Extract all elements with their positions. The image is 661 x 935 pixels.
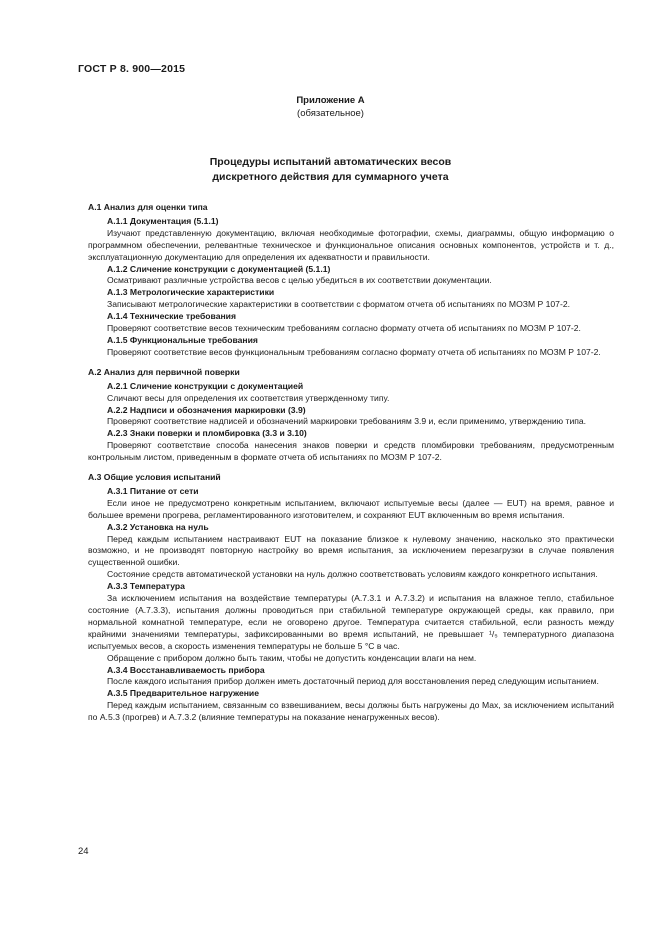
standard-code: ГОСТ Р 8. 900—2015 [78, 63, 186, 75]
subsection-heading: А.3.4 Восстанавливаемость прибора [107, 664, 265, 675]
section-heading: А.1 Анализ для оценки типа [88, 202, 208, 212]
paragraph: Если иное не предусмотрено конкретным испытанием, включают испытуемые весы (далее — EUT) на время, равное и большее времени прогрева, регламентированного изготовителем, и сохраняют EUT включенным во время испытания. [88, 497, 614, 520]
paragraph: За исключением испытания на воздействие температуры (А.7.3.1 и А.7.3.2) и испытания на влажное тепло, стабильное состояние (А.7.3.3), испытания должны проводиться при стабильной температуре окружающей среды, как правило, при нормальной комнатной температуре, если не оговорено другое. Температура считается стабильной, если разность между крайними значениями температуры, зафиксированными во время испытаний, не превышает ¹/₅ температурного диапазона испытуемых весов, а скорость изменения температуры не больше 5 °С в час. [88, 593, 614, 651]
paragraph: Перед каждым испытанием настраивают EUT на показание близкое к нулевому значению, насколько это практически возможно, и не производят повторную настройку во время испытания, за исключением перезагрузки в случае появления существенной ошибки. [88, 533, 614, 568]
paragraph: Записывают метрологические характеристики в соответствии с форматом отчета об испытаниях по МОЗМ Р 107-2. [107, 299, 570, 310]
subsection-heading: А.1.2 Сличение конструкции с документацией (5.1.1) [107, 263, 331, 274]
subsection-heading: А.3.1 Питание от сети [107, 485, 199, 496]
document-title [0, 155, 661, 185]
paragraph: Проверяют соответствие весов техническим требованиям согласно формату отчета об испытаниях по МОЗМ Р 107-2. [107, 323, 581, 334]
subsection-heading: А.2.3 Знаки поверки и пломбировка (3.3 и 3.10) [107, 428, 307, 439]
paragraph: Проверяют соответствие весов функциональным требованиям согласно формату отчета об испытаниях по МОЗМ Р 107-2. [107, 346, 601, 357]
paragraph: Проверяют соответствие надписей и обозначений маркировки требованиям 3.9 и, если применимо, утверждению типа. [107, 416, 587, 427]
paragraph: Обращение с прибором должно быть таким, чтобы не допустить конденсации влаги на нем. [107, 652, 477, 663]
subsection-heading: А.1.4 Технические требования [107, 311, 236, 322]
appendix-title: Приложение А [296, 95, 365, 106]
paragraph: Перед каждым испытанием, связанным со взвешиванием, весы должны быть нагружены до Max, за исключением испытаний по А.5.3 (прогрев) и А.7.3.2 (влияние температуры на показание ненагруженных весов). [88, 700, 614, 723]
subsection-heading: А.1.5 Функциональные требования [107, 334, 258, 345]
document-title-line-2: дискретного действия для суммарного учета [212, 171, 449, 183]
section-heading: А.2 Анализ для первичной поверки [88, 366, 240, 377]
subsection-heading: А.2.2 Надписи и обозначения маркировки (3.9) [107, 404, 306, 415]
paragraph: Состояние средств автоматической установки на нуль должно соответствовать условиям каждого конкретного испытания. [107, 569, 598, 580]
paragraph: После каждого испытания прибор должен иметь достаточный период для восстановления перед следующим испытанием. [107, 676, 599, 687]
subsection-heading: А.3.5 Предварительное нагружение [107, 688, 259, 699]
paragraph: Сличают весы для определения их соответствия утвержденному типу. [107, 392, 390, 403]
subsection-heading: А.3.2 Установка на нуль [107, 521, 209, 532]
subsection-heading: А.3.3 Температура [107, 581, 185, 592]
document-title-line-1: Процедуры испытаний автоматических весов [209, 156, 452, 168]
paragraph: Изучают представленную документацию, включая необходимые фотографии, схемы, диаграммы, общую информацию о программном обеспечении, релевантные техническое и функциональное описания основных компонентов, устройств и т. д., эксплуатационную документацию для определения их адекватности и правильности. [88, 227, 614, 262]
subsection-heading: А.1.3 Метрологические характеристики [107, 287, 275, 298]
subsection-heading: А.1.1 Документация (5.1.1) [107, 215, 219, 226]
document-body [88, 198, 614, 724]
paragraph: Проверяют соответствие способа нанесения знаков поверки и средств пломбировки требованиям, предусмотренным контрольным листом, приведенным в формате отчета об испытаниях по МОЗМ Р 107-2. [88, 440, 614, 463]
paragraph: Осматривают различные устройства весов с целью убедиться в их соответствии документации. [107, 275, 492, 286]
subsection-heading: А.2.1 Сличение конструкции с документацией [107, 380, 304, 391]
section-heading: А.3 Общие условия испытаний [88, 472, 221, 483]
page-number: 24 [78, 846, 89, 857]
appendix-status: (обязательное) [297, 108, 364, 119]
